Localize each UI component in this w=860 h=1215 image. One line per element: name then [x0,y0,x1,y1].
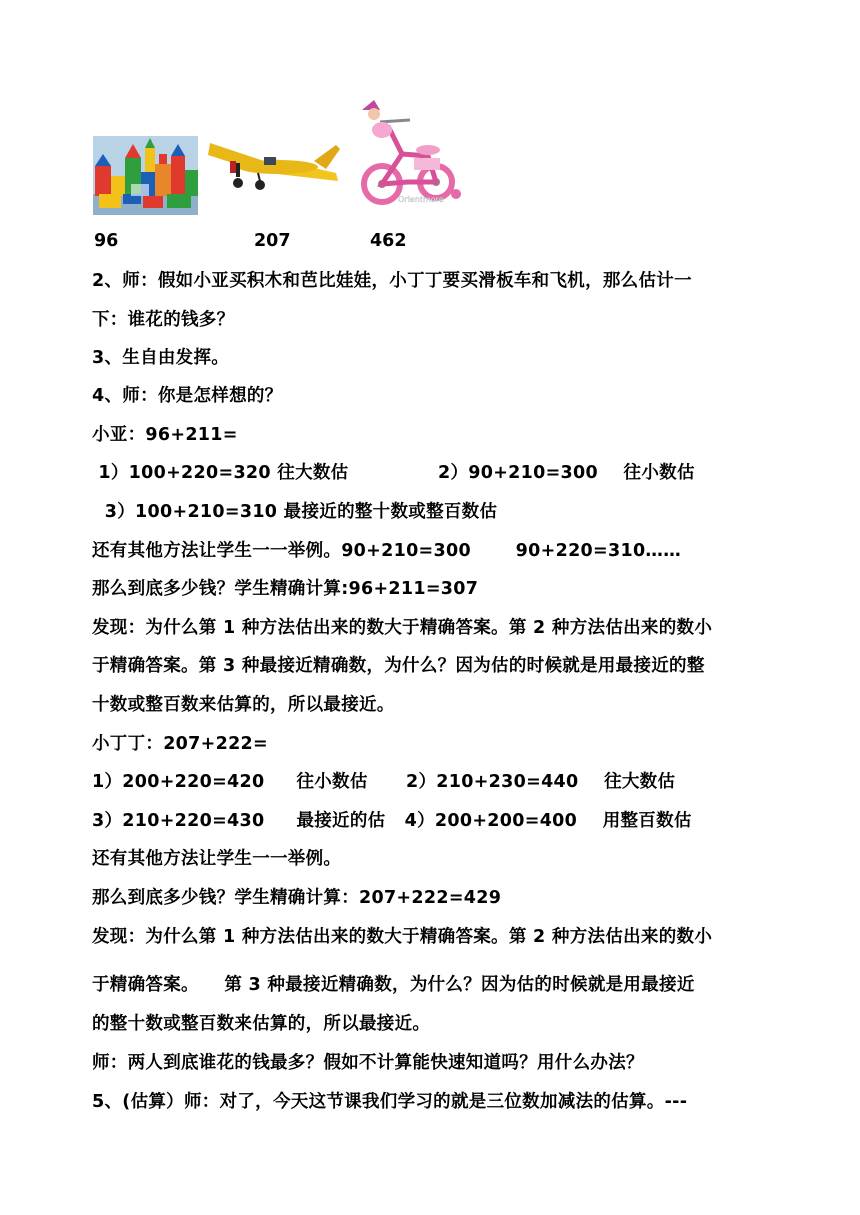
text-line: 师：两人到底谁花的钱最多？假如不计算能快速知道吗？用什么办法？ [92,1053,644,1073]
text-line: 5、(估算）师：对了，今天这节课我们学习的就是三位数加减法的估算。--- [92,1092,688,1112]
toy-plane-image [208,133,348,203]
price-blocks: 96 [94,231,119,251]
text-line: 发现：为什么第 1 种方法估出来的数大于精确答案。第 2 种方法估出来的数小 [92,618,713,638]
text-line: 1）200+220=420 往小数估 2）210+230=440 往大数估 [92,772,676,792]
text-line: 发现：为什么第 1 种方法估出来的数大于精确答案。第 2 种方法估出来的数小 [92,927,713,947]
kids-bicycle-image [358,100,466,212]
text-line: 1）100+220=320 往大数估 2）90+210=300 往小数估 [92,463,695,483]
text-line: 的整十数或整百数来估算的，所以最接近。 [92,1014,431,1034]
price-plane: 207 [254,231,291,251]
text-line: 3、生自由发挥。 [92,348,230,368]
text-line: 还有其他方法让学生一一举例。90+210=300 90+220=310…… [92,541,682,561]
text-line: 小丁丁：207+222= [92,734,268,754]
text-line: 于精确答案。 第 3 种最接近精确数，为什么？因为估的时候就是用最接近 [92,975,695,995]
text-line: 3）100+210=310 最接近的整十数或整百数估 [92,502,498,522]
price-bike: 462 [370,231,407,251]
text-line: 那么到底多少钱？学生精确计算：207+222=429 [92,888,502,908]
text-line: 4、师：你是怎样想的？ [92,386,283,406]
text-line: 3）210+220=430 最接近的估 4）200+200=400 用整百数估 [92,811,692,831]
bike-watermark-text: Orientmore [398,195,444,204]
text-line: 十数或整百数来估算的，所以最接近。 [92,695,395,715]
text-line: 小亚：96+211= [92,425,238,445]
text-line: 下：谁花的钱多？ [92,310,235,330]
building-blocks-image [93,136,198,215]
text-line: 那么到底多少钱？学生精确计算:96+211=307 [92,579,479,599]
text-line: 还有其他方法让学生一一举例。 [92,849,342,869]
text-line: 2、师：假如小亚买积木和芭比娃娃，小丁丁要买滑板车和飞机，那么估计一 [92,271,692,291]
text-line: 于精确答案。第 3 种最接近精确数，为什么？因为估的时候就是用最接近的整 [92,656,705,676]
